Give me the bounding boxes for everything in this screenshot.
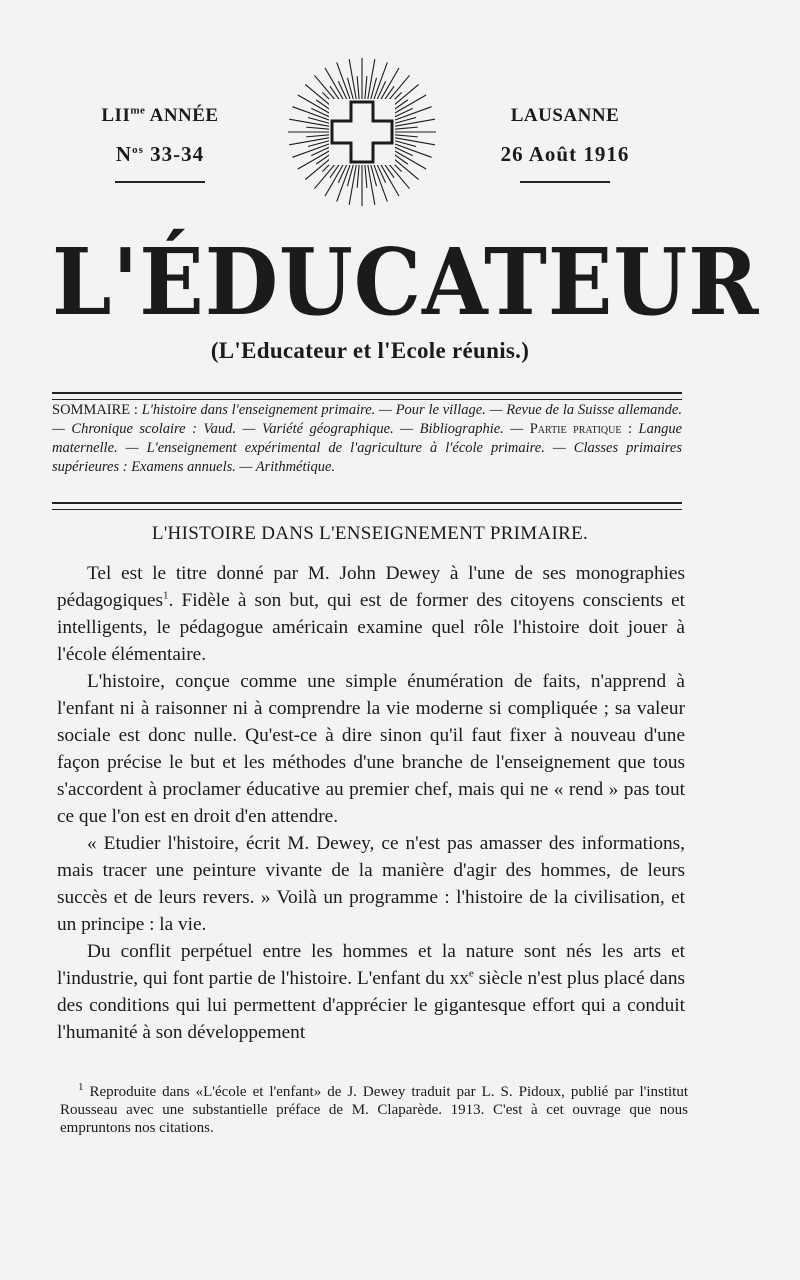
table-of-contents xyxy=(52,401,682,477)
article-body xyxy=(57,560,685,1046)
footnote xyxy=(60,1083,688,1137)
footnote-mark: 1 xyxy=(78,1081,84,1093)
issue-number: $N^{os}$ 33-34 xyxy=(115,142,205,166)
swiss-cross-sunburst-icon xyxy=(286,56,438,208)
sommaire-part2: Langue maternelle. — L'enseignement expérimental de l'agriculture à l'école primaire. — Classes primaires supérieures : Examens annuels. — Arithmétique. xyxy=(52,421,683,475)
partie-pratique-label: Partie pratique : xyxy=(529,421,633,437)
sommaire-part1: L'histoire dans l'enseignement primaire. — Pour le village. — Revue de la Suisse allemande. — Chronique scolaire : Vaud. — Variété géographique. — Bibliographie. — xyxy=(52,402,682,437)
sommaire-label: SOMMAIRE : xyxy=(52,402,138,418)
header-left xyxy=(80,103,240,183)
footnote-text: Reproduite dans «L'école et l'enfant» de J. Dewey traduit par L. S. Pidoux, publié par l'institut Rousseau avec une substantielle préface de M. Claparède. 1913. C'est à cet ouvrage que nous empruntons nos citations. xyxy=(60,1084,688,1136)
rule-top xyxy=(52,392,682,400)
footnote-ref: 1 xyxy=(163,589,169,602)
paragraph-1: Tel est le titre donné par M. John Dewey à l'une de ses monographies pédagogiques$^1$. Fidèle à son but, qui est de former des citoyens conscients et intelligents, le pédagogue américain examine quel rôle l'histoire doit jouer à l'école élémentaire. xyxy=(57,563,685,665)
paragraph-4: Du conflit perpétuel entre les hommes et la nature sont nés les arts et l'industrie, qui font partie de l'histoire. L'enfant du $xx^e$ siècle n'est plus placé dans des conditions qui lui permettent d'apprécier le gigantesque effort qui a conduit l'humanité à son développement xyxy=(57,941,685,1043)
rule-bottom xyxy=(52,502,682,510)
header-right xyxy=(480,103,650,183)
issue-date: 26 Août 1916 xyxy=(500,142,630,166)
header-left-rule xyxy=(115,181,205,183)
year-label: $LII^{me}$ ANNÉE xyxy=(101,104,219,126)
header-right-rule xyxy=(520,181,610,183)
paragraph-2: L'histoire, conçue comme une simple énumération de faits, n'apprend à l'enfant ni à raisonner ni à comprendre la vie moderne si compliquée ; sa valeur sociale est donc nulle. Qu'est-ce à dire sinon qu'il faut fixer à nouveau d'une façon précise le but et les méthodes d'une branche de l'enseignement que tous s'accordent à proclamer éducative au premier chef, mais qui ne « rend » pas tout ce que l'on est en droit d'en attendre. xyxy=(57,671,685,827)
paragraph-3: « Etudier l'histoire, écrit M. Dewey, ce n'est pas amasser des informations, mais tracer une peinture vivante de la manière d'agir des hommes, de leurs succès et de leurs revers. » Voilà un programme : l'histoire de la civilisation, et un principe : la vie. xyxy=(57,833,685,935)
article-title: L'HISTOIRE DANS L'ENSEIGNEMENT PRIMAIRE. xyxy=(151,523,589,544)
city-label: LAUSANNE xyxy=(510,105,620,126)
masthead-title: L'ÉDUCATEUR xyxy=(52,228,760,336)
masthead-subtitle: (L'Educateur et l'Ecole réunis.) xyxy=(210,338,530,363)
